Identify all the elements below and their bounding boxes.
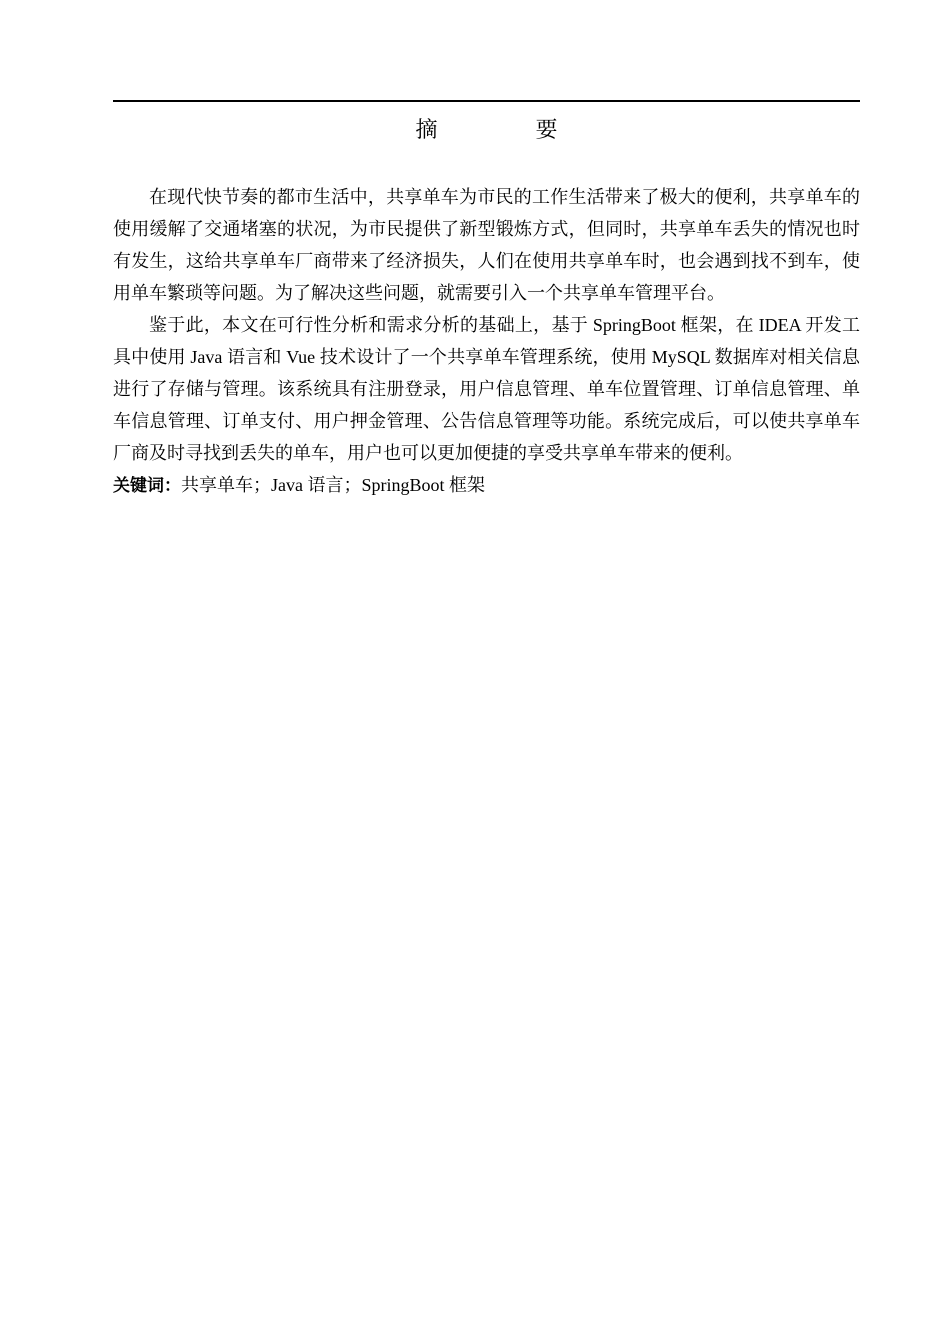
keywords-line <box>113 469 860 502</box>
abstract-paragraph-2: 鉴于此，本文在可行性分析和需求分析的基础上，基于 SpringBoot 框架，在 IDEA 开发工具中使用 Java 语言和 Vue 技术设计了一个共享单车管理系统，使用 MySQL 数据库对相关信息进行了存储与管理。该系统具有注册登录，用户信息管理、单车位置管理、订单信息管理、单车信息管理、订单支付、用户押金管理、公告信息管理等功能。系统完成后，可以使共享单车厂商及时寻找到丢失的单车，用户也可以更加便捷的享受共享单车带来的便利。 <box>113 315 860 463</box>
keywords-text: 共享单车；Java 语言；SpringBoot 框架 <box>181 475 485 495</box>
document-page <box>113 100 860 502</box>
header-rule <box>113 100 860 102</box>
keywords-label: 关键词： <box>113 476 181 496</box>
abstract-body <box>113 181 860 469</box>
abstract-title: 摘 要 <box>415 118 596 143</box>
abstract-paragraph-1: 在现代快节奏的都市生活中，共享单车为市民的工作生活带来了极大的便利，共享单车的使用缓解了交通堵塞的状况，为市民提供了新型锻炼方式，但同时，共享单车丢失的情况也时有发生，这给共享单车厂商带来了经济损失，人们在使用共享单车时，也会遇到找不到车，使用单车繁琐等问题。为了解决这些问题，就需要引入一个共享单车管理平台。 <box>113 187 860 303</box>
